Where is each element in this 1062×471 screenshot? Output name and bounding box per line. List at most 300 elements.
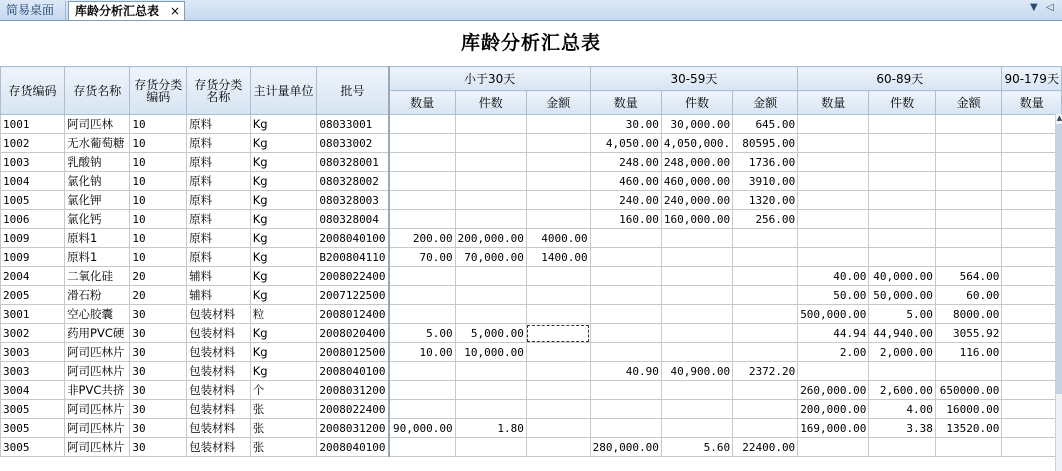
table-cell[interactable] xyxy=(590,286,661,305)
table-cell[interactable] xyxy=(455,134,526,153)
table-cell[interactable]: 1736.00 xyxy=(733,153,798,172)
table-cell[interactable]: 氯化钠 xyxy=(65,172,130,191)
table-cell[interactable]: Kg xyxy=(250,362,317,381)
table-cell[interactable] xyxy=(526,172,590,191)
header-qty[interactable]: 数量 xyxy=(1002,91,1062,115)
table-cell[interactable]: 无水葡萄糖 xyxy=(65,134,130,153)
header-amount[interactable]: 金额 xyxy=(526,91,590,115)
table-cell[interactable]: 4,050,000. xyxy=(661,134,732,153)
table-cell[interactable]: 包装材料 xyxy=(187,305,251,324)
table-cell[interactable]: 3002 xyxy=(1,324,65,343)
table-cell[interactable]: 10 xyxy=(130,210,187,229)
table-cell[interactable]: 248.00 xyxy=(590,153,661,172)
table-cell[interactable]: 650000.00 xyxy=(935,381,1001,400)
table-cell[interactable]: 40.00 xyxy=(798,267,869,286)
table-cell[interactable]: 160.00 xyxy=(590,210,661,229)
table-cell[interactable] xyxy=(455,362,526,381)
table-cell[interactable]: 08033001 xyxy=(317,115,389,134)
table-cell[interactable] xyxy=(455,153,526,172)
table-cell[interactable]: 3003 xyxy=(1,343,65,362)
table-cell[interactable]: 1.80 xyxy=(455,419,526,438)
table-cell[interactable] xyxy=(455,438,526,457)
header-qty[interactable]: 数量 xyxy=(798,91,869,115)
table-cell[interactable]: 200,000.00 xyxy=(798,400,869,419)
table-cell[interactable]: 张 xyxy=(250,438,317,457)
table-cell[interactable]: 080328003 xyxy=(317,191,389,210)
table-cell[interactable] xyxy=(526,153,590,172)
table-cell[interactable] xyxy=(526,438,590,457)
table-cell[interactable]: 30.00 xyxy=(590,115,661,134)
table-cell[interactable]: 08033002 xyxy=(317,134,389,153)
table-cell[interactable]: 564.00 xyxy=(935,267,1001,286)
table-cell[interactable]: 30 xyxy=(130,362,187,381)
table-cell[interactable]: 3005 xyxy=(1,400,65,419)
table-cell[interactable]: 原料1 xyxy=(65,229,130,248)
table-cell[interactable]: 169,000.00 xyxy=(798,419,869,438)
table-cell[interactable] xyxy=(733,248,798,267)
table-cell[interactable] xyxy=(869,248,935,267)
table-cell[interactable] xyxy=(733,229,798,248)
table-cell[interactable]: 原料 xyxy=(187,134,251,153)
table-cell[interactable]: 10,000.00 xyxy=(455,343,526,362)
table-cell[interactable]: 粒 xyxy=(250,305,317,324)
table-cell[interactable]: 70,000.00 xyxy=(455,248,526,267)
table-cell[interactable] xyxy=(455,191,526,210)
header-unit[interactable]: 主计量单位 xyxy=(250,67,317,115)
table-cell[interactable]: 080328004 xyxy=(317,210,389,229)
table-cell[interactable]: 50.00 xyxy=(798,286,869,305)
table-cell[interactable]: 1320.00 xyxy=(733,191,798,210)
table-cell[interactable] xyxy=(1002,324,1062,343)
table-cell[interactable] xyxy=(455,267,526,286)
tab-nav-icon[interactable]: ◁ xyxy=(1046,2,1054,13)
table-cell[interactable]: 1005 xyxy=(1,191,65,210)
table-cell[interactable]: 药用PVC硬 xyxy=(65,324,130,343)
table-cell[interactable]: 200.00 xyxy=(389,229,456,248)
table-row[interactable] xyxy=(1,362,1062,381)
table-cell[interactable]: 乳酸钠 xyxy=(65,153,130,172)
table-cell[interactable] xyxy=(590,229,661,248)
table-cell[interactable] xyxy=(590,324,661,343)
table-cell[interactable]: 10 xyxy=(130,115,187,134)
table-cell[interactable]: 阿司匹林片 xyxy=(65,438,130,457)
table-cell[interactable]: 2.00 xyxy=(798,343,869,362)
table-cell[interactable]: 2004 xyxy=(1,267,65,286)
table-cell[interactable]: 080328002 xyxy=(317,172,389,191)
table-cell[interactable]: 40,000.00 xyxy=(869,267,935,286)
table-cell[interactable]: 22400.00 xyxy=(733,438,798,457)
table-cell[interactable]: Kg xyxy=(250,267,317,286)
table-cell[interactable]: 2005 xyxy=(1,286,65,305)
table-cell[interactable] xyxy=(526,419,590,438)
table-cell[interactable]: 4,050.00 xyxy=(590,134,661,153)
table-cell[interactable] xyxy=(869,191,935,210)
table-cell[interactable]: 辅料 xyxy=(187,267,251,286)
table-row[interactable] xyxy=(1,191,1062,210)
table-cell[interactable] xyxy=(526,343,590,362)
table-cell[interactable]: 2008031200 xyxy=(317,419,389,438)
table-cell[interactable]: Kg xyxy=(250,191,317,210)
table-cell[interactable]: 滑石粉 xyxy=(65,286,130,305)
table-cell[interactable]: 260,000.00 xyxy=(798,381,869,400)
table-row[interactable] xyxy=(1,229,1062,248)
table-cell[interactable] xyxy=(798,438,869,457)
table-cell[interactable] xyxy=(455,286,526,305)
table-cell[interactable] xyxy=(389,134,456,153)
table-cell[interactable] xyxy=(1002,248,1062,267)
table-cell[interactable] xyxy=(590,248,661,267)
table-cell[interactable]: 1004 xyxy=(1,172,65,191)
table-cell[interactable]: 70.00 xyxy=(389,248,456,267)
table-cell[interactable] xyxy=(526,115,590,134)
table-cell[interactable] xyxy=(389,210,456,229)
table-cell[interactable]: 10 xyxy=(130,153,187,172)
table-cell[interactable] xyxy=(935,210,1001,229)
table-row[interactable] xyxy=(1,305,1062,324)
table-row[interactable] xyxy=(1,267,1062,286)
table-cell[interactable]: 10 xyxy=(130,248,187,267)
tab-desktop[interactable] xyxy=(0,1,66,20)
table-cell[interactable] xyxy=(935,115,1001,134)
header-cat-name[interactable]: 存货分类名称 xyxy=(187,67,251,115)
table-cell[interactable]: 包装材料 xyxy=(187,419,251,438)
table-cell[interactable]: 3.38 xyxy=(869,419,935,438)
table-cell[interactable]: 10.00 xyxy=(389,343,456,362)
table-cell[interactable]: 30 xyxy=(130,400,187,419)
table-cell[interactable] xyxy=(590,343,661,362)
table-cell[interactable] xyxy=(733,305,798,324)
table-cell[interactable] xyxy=(526,267,590,286)
table-cell[interactable]: 阿司匹林片 xyxy=(65,362,130,381)
table-row[interactable] xyxy=(1,210,1062,229)
table-cell[interactable]: Kg xyxy=(250,286,317,305)
table-cell[interactable]: Kg xyxy=(250,229,317,248)
table-cell[interactable] xyxy=(798,134,869,153)
table-cell[interactable]: Kg xyxy=(250,153,317,172)
table-cell[interactable]: 包装材料 xyxy=(187,343,251,362)
table-cell[interactable] xyxy=(1002,134,1062,153)
table-cell[interactable] xyxy=(526,286,590,305)
table-cell[interactable] xyxy=(798,362,869,381)
table-cell[interactable]: 460,000.00 xyxy=(661,172,732,191)
table-cell[interactable]: 原料 xyxy=(187,153,251,172)
table-cell[interactable]: 2008012400 xyxy=(317,305,389,324)
table-cell[interactable] xyxy=(526,400,590,419)
table-cell[interactable] xyxy=(661,305,732,324)
table-cell[interactable]: 1400.00 xyxy=(526,248,590,267)
table-cell[interactable]: 原料1 xyxy=(65,248,130,267)
table-cell[interactable]: 2008022400 xyxy=(317,400,389,419)
table-cell[interactable] xyxy=(935,438,1001,457)
table-cell[interactable] xyxy=(798,210,869,229)
table-cell[interactable] xyxy=(733,267,798,286)
table-cell[interactable]: 2008040100 xyxy=(317,229,389,248)
table-cell[interactable]: Kg xyxy=(250,324,317,343)
table-cell[interactable]: 原料 xyxy=(187,191,251,210)
table-cell[interactable] xyxy=(455,115,526,134)
table-cell[interactable] xyxy=(869,115,935,134)
table-cell[interactable]: Kg xyxy=(250,115,317,134)
table-cell[interactable]: Kg xyxy=(250,343,317,362)
table-cell[interactable]: 5,000.00 xyxy=(455,324,526,343)
tab-menu-icon[interactable]: ▼ xyxy=(1030,2,1038,13)
table-cell[interactable] xyxy=(733,286,798,305)
table-row[interactable] xyxy=(1,134,1062,153)
header-name[interactable]: 存货名称 xyxy=(65,67,130,115)
table-cell[interactable] xyxy=(798,153,869,172)
table-cell[interactable]: 2008022400 xyxy=(317,267,389,286)
table-cell[interactable]: 2,600.00 xyxy=(869,381,935,400)
table-cell[interactable] xyxy=(733,343,798,362)
table-cell[interactable] xyxy=(1002,115,1062,134)
table-cell[interactable] xyxy=(733,381,798,400)
table-cell[interactable]: 30 xyxy=(130,324,187,343)
table-cell[interactable] xyxy=(733,419,798,438)
table-cell[interactable] xyxy=(526,324,590,343)
table-cell[interactable] xyxy=(661,419,732,438)
table-cell[interactable] xyxy=(389,400,456,419)
table-cell[interactable]: 40.90 xyxy=(590,362,661,381)
table-cell[interactable] xyxy=(389,286,456,305)
table-cell[interactable] xyxy=(935,229,1001,248)
table-cell[interactable] xyxy=(1002,438,1062,457)
table-cell[interactable]: 44,940.00 xyxy=(869,324,935,343)
table-cell[interactable] xyxy=(455,381,526,400)
table-cell[interactable] xyxy=(590,400,661,419)
table-cell[interactable] xyxy=(1002,153,1062,172)
table-cell[interactable]: 40,900.00 xyxy=(661,362,732,381)
scroll-up-icon[interactable]: ▲ xyxy=(1056,114,1062,122)
table-cell[interactable]: 160,000.00 xyxy=(661,210,732,229)
table-cell[interactable]: 辅料 xyxy=(187,286,251,305)
table-cell[interactable] xyxy=(389,153,456,172)
table-cell[interactable] xyxy=(1002,210,1062,229)
table-cell[interactable]: 30 xyxy=(130,438,187,457)
table-cell[interactable]: 30,000.00 xyxy=(661,115,732,134)
table-cell[interactable]: 5.00 xyxy=(389,324,456,343)
table-cell[interactable] xyxy=(798,191,869,210)
table-cell[interactable]: 3004 xyxy=(1,381,65,400)
table-cell[interactable]: 2007122500 xyxy=(317,286,389,305)
table-cell[interactable]: Kg xyxy=(250,172,317,191)
table-cell[interactable] xyxy=(661,343,732,362)
table-cell[interactable]: 10 xyxy=(130,172,187,191)
table-cell[interactable] xyxy=(798,115,869,134)
table-cell[interactable] xyxy=(1002,400,1062,419)
table-cell[interactable]: 60.00 xyxy=(935,286,1001,305)
table-cell[interactable] xyxy=(869,134,935,153)
table-cell[interactable] xyxy=(1002,362,1062,381)
table-cell[interactable]: 1003 xyxy=(1,153,65,172)
table-cell[interactable]: 1009 xyxy=(1,229,65,248)
header-pieces[interactable]: 件数 xyxy=(455,91,526,115)
table-cell[interactable]: 30 xyxy=(130,343,187,362)
table-cell[interactable] xyxy=(389,267,456,286)
table-cell[interactable] xyxy=(935,134,1001,153)
header-amount[interactable]: 金额 xyxy=(733,91,798,115)
table-cell[interactable] xyxy=(389,381,456,400)
table-cell[interactable]: 原料 xyxy=(187,248,251,267)
table-cell[interactable] xyxy=(661,286,732,305)
table-cell[interactable] xyxy=(935,248,1001,267)
table-cell[interactable]: 16000.00 xyxy=(935,400,1001,419)
table-cell[interactable]: 90,000.00 xyxy=(389,419,456,438)
table-cell[interactable] xyxy=(935,172,1001,191)
table-cell[interactable]: 20 xyxy=(130,286,187,305)
table-cell[interactable] xyxy=(661,267,732,286)
table-row[interactable] xyxy=(1,438,1062,457)
table-cell[interactable] xyxy=(733,400,798,419)
table-cell[interactable]: 10 xyxy=(130,134,187,153)
table-cell[interactable] xyxy=(1002,343,1062,362)
table-cell[interactable]: 2372.20 xyxy=(733,362,798,381)
table-cell[interactable]: 645.00 xyxy=(733,115,798,134)
table-cell[interactable]: 4000.00 xyxy=(526,229,590,248)
table-row[interactable] xyxy=(1,400,1062,419)
table-cell[interactable] xyxy=(590,419,661,438)
table-cell[interactable] xyxy=(869,229,935,248)
table-cell[interactable] xyxy=(661,381,732,400)
table-cell[interactable]: 原料 xyxy=(187,210,251,229)
table-cell[interactable]: 非PVC共挤 xyxy=(65,381,130,400)
table-cell[interactable]: 80595.00 xyxy=(733,134,798,153)
table-cell[interactable]: 2008020400 xyxy=(317,324,389,343)
table-cell[interactable]: 44.94 xyxy=(798,324,869,343)
table-cell[interactable]: 240,000.00 xyxy=(661,191,732,210)
table-cell[interactable] xyxy=(869,438,935,457)
table-cell[interactable] xyxy=(590,381,661,400)
table-cell[interactable]: 116.00 xyxy=(935,343,1001,362)
table-cell[interactable]: 3001 xyxy=(1,305,65,324)
close-icon[interactable]: × xyxy=(169,4,180,18)
scrollbar-thumb[interactable] xyxy=(1056,124,1062,394)
table-cell[interactable]: 500,000.00 xyxy=(798,305,869,324)
table-cell[interactable] xyxy=(869,172,935,191)
table-cell[interactable]: 阿司匹林片 xyxy=(65,419,130,438)
table-cell[interactable]: 2,000.00 xyxy=(869,343,935,362)
header-qty[interactable]: 数量 xyxy=(590,91,661,115)
table-cell[interactable] xyxy=(389,362,456,381)
header-pieces[interactable]: 件数 xyxy=(869,91,935,115)
table-cell[interactable] xyxy=(590,267,661,286)
table-cell[interactable] xyxy=(935,362,1001,381)
table-cell[interactable]: 256.00 xyxy=(733,210,798,229)
table-cell[interactable] xyxy=(1002,305,1062,324)
table-cell[interactable]: 包装材料 xyxy=(187,362,251,381)
table-row[interactable] xyxy=(1,153,1062,172)
table-cell[interactable] xyxy=(798,248,869,267)
table-cell[interactable]: 200,000.00 xyxy=(455,229,526,248)
table-cell[interactable]: 5.00 xyxy=(869,305,935,324)
header-qty[interactable]: 数量 xyxy=(389,91,456,115)
table-cell[interactable]: 30 xyxy=(130,305,187,324)
table-cell[interactable]: 包装材料 xyxy=(187,400,251,419)
table-cell[interactable] xyxy=(661,400,732,419)
table-cell[interactable]: 原料 xyxy=(187,229,251,248)
table-cell[interactable]: 10 xyxy=(130,229,187,248)
table-row[interactable] xyxy=(1,286,1062,305)
table-cell[interactable] xyxy=(455,172,526,191)
header-pieces[interactable]: 件数 xyxy=(661,91,732,115)
table-cell[interactable] xyxy=(1002,286,1062,305)
table-cell[interactable]: 2008012500 xyxy=(317,343,389,362)
table-cell[interactable]: 10 xyxy=(130,191,187,210)
table-cell[interactable] xyxy=(1002,191,1062,210)
table-cell[interactable]: 原料 xyxy=(187,172,251,191)
table-cell[interactable]: 8000.00 xyxy=(935,305,1001,324)
table-cell[interactable] xyxy=(389,172,456,191)
table-cell[interactable]: 248,000.00 xyxy=(661,153,732,172)
table-cell[interactable]: 3003 xyxy=(1,362,65,381)
table-cell[interactable] xyxy=(935,153,1001,172)
table-row[interactable] xyxy=(1,381,1062,400)
table-row[interactable] xyxy=(1,115,1062,134)
table-cell[interactable]: 1001 xyxy=(1,115,65,134)
table-cell[interactable]: 2008040100 xyxy=(317,362,389,381)
table-cell[interactable]: 原料 xyxy=(187,115,251,134)
table-cell[interactable]: 阿司匹林片 xyxy=(65,343,130,362)
table-cell[interactable]: 包装材料 xyxy=(187,381,251,400)
table-cell[interactable]: 20 xyxy=(130,267,187,286)
table-cell[interactable] xyxy=(661,248,732,267)
table-cell[interactable] xyxy=(526,191,590,210)
table-cell[interactable] xyxy=(455,400,526,419)
table-cell[interactable] xyxy=(935,191,1001,210)
table-cell[interactable] xyxy=(661,229,732,248)
table-cell[interactable]: 1009 xyxy=(1,248,65,267)
table-cell[interactable]: 240.00 xyxy=(590,191,661,210)
table-cell[interactable]: 50,000.00 xyxy=(869,286,935,305)
table-cell[interactable]: 3005 xyxy=(1,419,65,438)
table-cell[interactable]: 080328001 xyxy=(317,153,389,172)
vertical-scrollbar[interactable] xyxy=(1055,114,1062,471)
table-cell[interactable]: 3055.92 xyxy=(935,324,1001,343)
table-cell[interactable]: Kg xyxy=(250,248,317,267)
table-cell[interactable] xyxy=(661,324,732,343)
table-cell[interactable] xyxy=(1002,419,1062,438)
table-cell[interactable] xyxy=(455,305,526,324)
table-cell[interactable]: 张 xyxy=(250,400,317,419)
table-cell[interactable]: 2008031200 xyxy=(317,381,389,400)
table-cell[interactable] xyxy=(389,438,456,457)
table-cell[interactable]: 个 xyxy=(250,381,317,400)
table-cell[interactable]: Kg xyxy=(250,134,317,153)
table-cell[interactable]: 30 xyxy=(130,419,187,438)
table-cell[interactable] xyxy=(526,134,590,153)
table-row[interactable] xyxy=(1,419,1062,438)
table-row[interactable] xyxy=(1,343,1062,362)
table-cell[interactable] xyxy=(869,362,935,381)
table-cell[interactable]: 3005 xyxy=(1,438,65,457)
table-cell[interactable]: 氯化钙 xyxy=(65,210,130,229)
table-row[interactable] xyxy=(1,324,1062,343)
table-cell[interactable] xyxy=(526,305,590,324)
table-cell[interactable]: 二氧化硅 xyxy=(65,267,130,286)
table-cell[interactable] xyxy=(869,210,935,229)
table-cell[interactable] xyxy=(526,362,590,381)
table-cell[interactable]: 氯化钾 xyxy=(65,191,130,210)
table-cell[interactable] xyxy=(590,305,661,324)
table-cell[interactable] xyxy=(1002,267,1062,286)
table-cell[interactable]: 5.60 xyxy=(661,438,732,457)
table-cell[interactable] xyxy=(455,210,526,229)
table-cell[interactable] xyxy=(1002,172,1062,191)
table-cell[interactable] xyxy=(1002,381,1062,400)
table-cell[interactable] xyxy=(389,191,456,210)
table-cell[interactable]: 460.00 xyxy=(590,172,661,191)
table-cell[interactable]: 包装材料 xyxy=(187,438,251,457)
table-cell[interactable]: 空心胶囊 xyxy=(65,305,130,324)
